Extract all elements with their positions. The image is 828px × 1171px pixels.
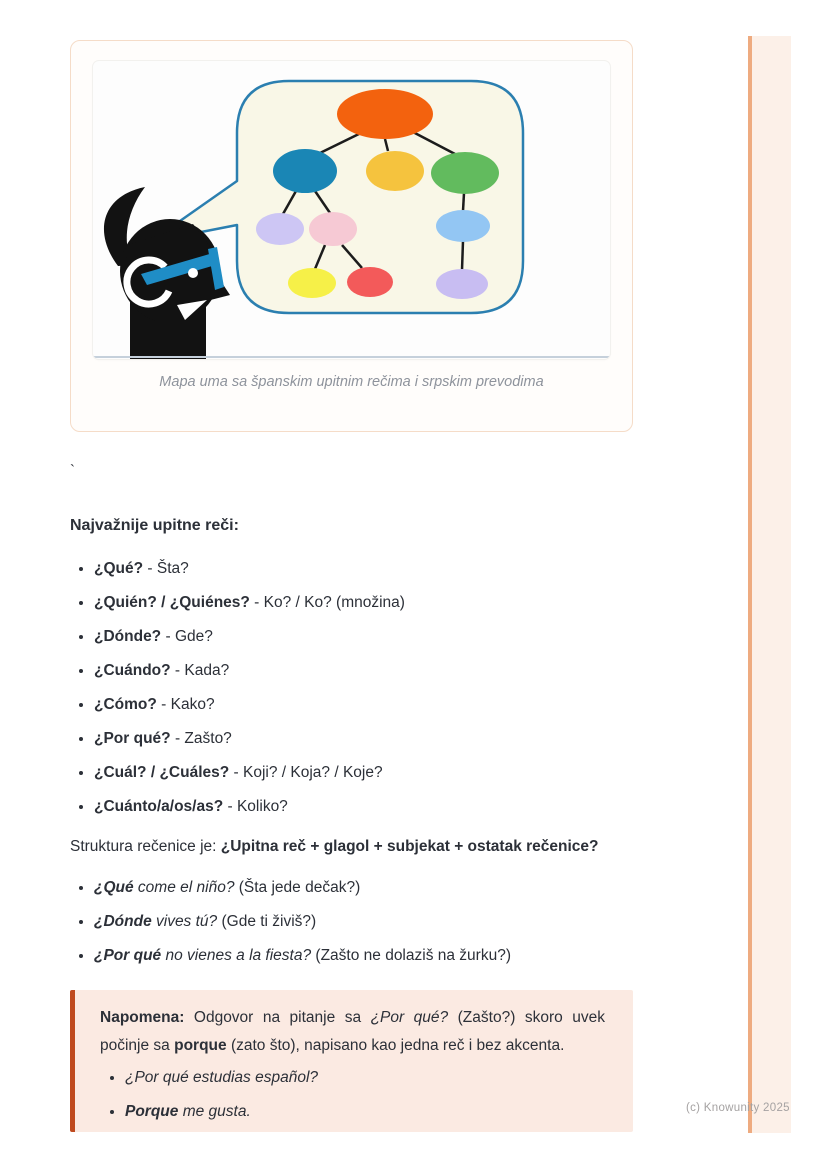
- note-bold-word: porque: [174, 1037, 227, 1054]
- separator: -: [249, 594, 264, 611]
- note-example-italic: me gusta.: [178, 1103, 251, 1120]
- translation: Koji? / Koja? / Koje?: [243, 764, 383, 781]
- example-translation: (Gde ti živiš?): [217, 913, 317, 930]
- separator: -: [143, 560, 157, 577]
- question-word: ¿Dónde?: [94, 628, 162, 645]
- translation: Zašto?: [184, 730, 232, 747]
- mindmap-node: [436, 269, 488, 299]
- question-word: ¿Por qué?: [94, 730, 171, 747]
- note-example: [125, 1069, 318, 1086]
- example-rest: come el niño?: [133, 879, 235, 896]
- structure-prefix: Struktura rečenice je:: [70, 838, 221, 855]
- translation: Šta?: [156, 560, 189, 577]
- question-word: ¿Quién? / ¿Quiénes?: [94, 594, 250, 611]
- translation: Kako?: [170, 696, 215, 713]
- structure-sentence: [70, 836, 650, 857]
- list-item: [125, 1067, 605, 1088]
- separator: -: [161, 628, 175, 645]
- note-segment: (Zašto?) skoro uvek počinje sa: [100, 1009, 605, 1054]
- list-item: [94, 728, 657, 749]
- note-example: [125, 1103, 251, 1120]
- note-text: [100, 1004, 605, 1060]
- separator: -: [229, 764, 243, 781]
- figure-caption: Mapa uma sa španskim upitnim rečima i srpskim prevodima: [159, 374, 544, 390]
- spanish-example: [94, 879, 234, 896]
- list-item: [94, 626, 657, 647]
- example-question-word: ¿Por qué: [94, 947, 162, 964]
- note-example-bold: Porque: [125, 1103, 179, 1120]
- translation: Gde?: [174, 628, 213, 645]
- examples-list: [70, 877, 674, 979]
- note-callout: [70, 990, 633, 1132]
- mindmap-node: [347, 267, 393, 297]
- mindmap-svg: [93, 61, 610, 359]
- eye-dot: [188, 268, 198, 278]
- separator: -: [170, 730, 185, 747]
- figure-card: [70, 40, 633, 432]
- separator: -: [223, 798, 237, 815]
- question-word: ¿Cómo?: [94, 696, 157, 713]
- list-item: [125, 1101, 605, 1122]
- mindmap-node: [436, 210, 490, 242]
- stray-backtick: `: [70, 462, 75, 479]
- page-edge-stripe: [748, 36, 791, 1133]
- example-translation: (Šta jede dečak?): [234, 879, 361, 896]
- note-label: Napomena:: [100, 1009, 185, 1026]
- question-word: ¿Cuándo?: [94, 662, 171, 679]
- question-words-list: [70, 558, 657, 830]
- note-examples-list: [100, 1067, 605, 1122]
- note-segment: (zato što), napisano kao jedna reč i bez akcenta.: [226, 1037, 565, 1054]
- example-rest: vives tú?: [151, 913, 218, 930]
- list-item: [94, 945, 674, 966]
- spanish-example: [94, 947, 311, 964]
- translation: Kada?: [184, 662, 230, 679]
- list-item: [94, 796, 657, 817]
- mindmap-node: [256, 213, 304, 245]
- mindmap-node: [309, 212, 357, 246]
- structure-formula: ¿Upitna reč + glagol + subjekat + ostatak rečenice?: [220, 838, 599, 855]
- mindmap-node: [366, 151, 424, 191]
- list-item: [94, 911, 674, 932]
- mindmap-node: [273, 149, 337, 193]
- list-item: [94, 762, 657, 783]
- separator: -: [156, 696, 171, 713]
- note-italic-phrase: ¿Por qué?: [370, 1009, 449, 1026]
- note-example-italic: ¿Por qué estudias español?: [125, 1069, 319, 1086]
- question-word: ¿Cuánto/a/os/as?: [94, 798, 224, 815]
- question-word: ¿Qué?: [94, 560, 144, 577]
- example-translation: (Zašto ne dolaziš na žurku?): [311, 947, 511, 964]
- copyright-watermark: (c) Knowunity 2025: [686, 1102, 790, 1114]
- translation: Ko? / Ko? (množina): [263, 594, 405, 611]
- separator: -: [170, 662, 185, 679]
- list-item: [94, 877, 674, 898]
- mindmap-node: [431, 152, 499, 194]
- mindmap-node: [337, 89, 433, 139]
- mindmap-node: [288, 268, 336, 298]
- example-rest: no vienes a la fiesta?: [161, 947, 312, 964]
- list-item: [94, 592, 657, 613]
- example-question-word: ¿Dónde: [94, 913, 152, 930]
- section-heading: Najvažnije upitne reči:: [70, 517, 239, 534]
- example-question-word: ¿Qué: [94, 879, 134, 896]
- translation: Koliko?: [236, 798, 288, 815]
- spanish-example: [94, 913, 217, 930]
- question-word: ¿Cuál? / ¿Cuáles?: [94, 764, 230, 781]
- mindmap-illustration: [93, 61, 610, 359]
- list-item: [94, 558, 657, 579]
- note-segment: Odgovor na pitanje sa: [184, 1009, 371, 1026]
- list-item: [94, 660, 657, 681]
- list-item: [94, 694, 657, 715]
